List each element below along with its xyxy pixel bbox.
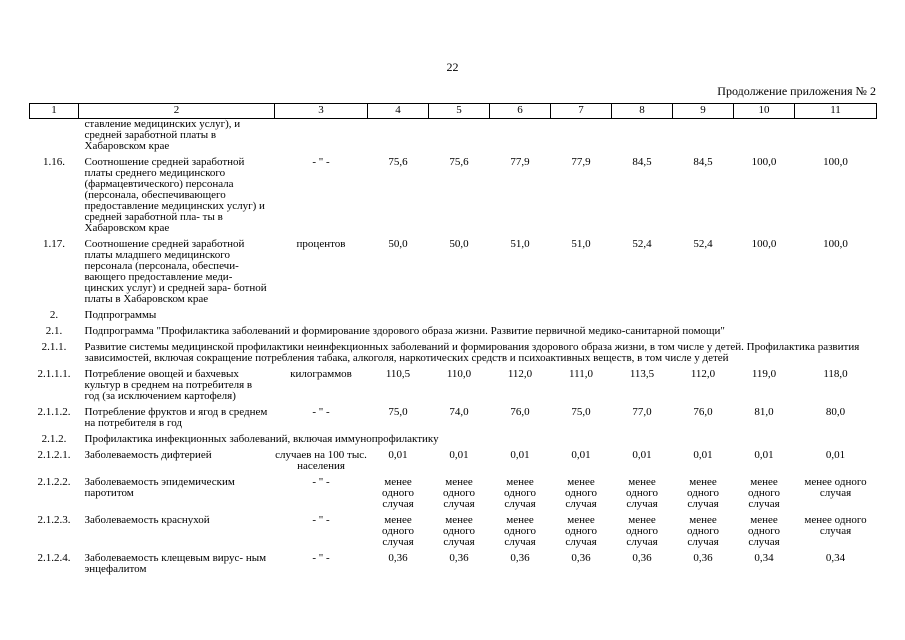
value-cell [490,119,551,158]
value-cell: 0,36 [632,552,652,564]
column-number-1: 1 [30,104,79,119]
row-number: 2.1.1.1. [37,368,71,380]
value-cell: 0,01 [632,449,652,461]
value-cell: 100,0 [823,156,848,168]
unit: процентов [296,238,346,250]
value-cell: 0,01 [825,449,846,461]
column-number-6: 6 [490,104,551,119]
value-cell: менее одного случая [748,514,780,548]
column-number-header [30,104,877,119]
value-cell: 0,34 [754,552,774,564]
indicator-name: ставление медицинских услуг), и средней заработной платы в Хабаровском крае [84,118,241,152]
value-cell: 77,9 [571,156,591,168]
row-number: 2.1.2. [41,433,67,445]
unit: - " - [312,406,330,418]
row-number: 2.1.2.4. [37,552,71,564]
value-cell: 100,0 [823,238,848,250]
value-cell: 0,01 [754,449,774,461]
indicator-name: Заболеваемость эпидемическим паротитом [84,476,235,499]
column-number-10: 10 [734,104,795,119]
column-number-8: 8 [612,104,673,119]
table-row [30,326,877,342]
value-cell: 52,4 [693,238,713,250]
indicator-name: Потребление фруктов и ягод в среднем на потребителя в год [84,406,268,429]
column-number-4: 4 [368,104,429,119]
indicator-name: Подпрограммы [84,309,157,321]
unit: - " - [312,476,330,488]
row-number [30,119,79,158]
value-cell: 75,6 [388,156,408,168]
value-cell: 0,34 [825,552,846,564]
value-cell: 0,36 [449,552,469,564]
value-cell: 74,0 [449,406,469,418]
value-cell: менее одного случая [504,514,536,548]
column-number-3: 3 [275,104,368,119]
row-number: 2. [49,309,59,321]
value-cell: 111,0 [569,368,593,380]
page-number: 22 [446,60,459,74]
value-cell: 75,0 [571,406,591,418]
table-row [30,450,877,477]
value-cell [795,310,877,326]
value-cell: 118,0 [823,368,848,380]
value-cell [734,310,795,326]
table-row [30,553,877,580]
column-number-5: 5 [429,104,490,119]
value-cell: 113,5 [629,368,655,380]
table-row [30,515,877,553]
table-row [30,434,877,450]
section-title: Развитие системы медицинской профилактики неинфекционных заболеваний и формирования здорового образа жизни, в том числе у детей. Профилактика развития зависимостей, включая сокращение потребления табака, алкоголя, наркотических средств и психоактивных веществ, в том числе у детей [84,341,860,364]
value-cell: 84,5 [632,156,652,168]
column-number-2: 2 [79,104,275,119]
unit [275,119,368,158]
unit: - " - [312,514,330,526]
table-row [30,310,877,326]
row-number: 2.1.1. [41,341,67,353]
table-row [30,157,877,239]
value-cell: 77,0 [632,406,652,418]
section-title: Подпрограмма "Профилактика заболеваний и формирование здорового образа жизни. Развитие первичной медико-санитарной помощи" [84,325,725,337]
unit: - " - [312,156,330,168]
value-cell: 75,0 [388,406,408,418]
value-cell: 76,0 [510,406,530,418]
section-title: Профилактика инфекционных заболеваний, включая иммунопрофилактику [84,433,439,445]
value-cell: 52,4 [632,238,652,250]
value-cell [429,119,490,158]
value-cell: 112,0 [690,368,716,380]
value-cell: 0,36 [388,552,408,564]
table-row [30,342,877,369]
indicator-name: Заболеваемость краснухой [84,514,210,526]
value-cell: 0,01 [449,449,469,461]
row-number: 2.1.2.2. [37,476,71,488]
unit: килограммов [290,368,352,380]
value-cell [551,119,612,158]
unit: случаев на 100 тыс. населения [275,449,367,472]
value-cell: менее одного случая [687,514,719,548]
table-row [30,239,877,310]
value-cell: менее одного случая [565,476,597,510]
value-cell: менее одного случая [687,476,719,510]
value-cell: 0,36 [510,552,530,564]
value-cell: менее одного случая [626,476,658,510]
value-cell: менее одного случая [804,476,867,499]
value-cell [612,119,673,158]
column-number-9: 9 [673,104,734,119]
column-number-7: 7 [551,104,612,119]
value-cell: менее одного случая [382,476,414,510]
value-cell [612,310,673,326]
value-cell: менее одного случая [443,476,475,510]
value-cell: 0,36 [571,552,591,564]
value-cell: 81,0 [754,406,774,418]
value-cell: 51,0 [571,238,591,250]
row-number: 1.16. [43,156,65,168]
continuation-caption: Продолжение приложения № 2 [717,84,876,98]
value-cell: 0,01 [693,449,713,461]
value-cell [673,119,734,158]
value-cell [368,119,429,158]
value-cell: менее одного случая [748,476,780,510]
value-cell: менее одного случая [626,514,658,548]
value-cell: 0,01 [388,449,408,461]
value-cell: 110,0 [446,368,472,380]
value-cell: менее одного случая [382,514,414,548]
value-cell: 100,0 [751,156,777,168]
column-number-11: 11 [795,104,877,119]
row-number: 2.1. [45,325,63,337]
value-cell: 50,0 [388,238,408,250]
value-cell: менее одного случая [804,514,867,537]
indicator-name: Соотношение средней заработной платы среднего медицинского (фармацевтического) персонала (персонала, обеспечивающего предоставление медицинских услуг) и средней заработной пла- ты в Хабаровском крае [84,156,265,234]
value-cell: менее одного случая [443,514,475,548]
value-cell: 0,01 [571,449,591,461]
row-number: 2.1.1.2. [37,406,71,418]
value-cell [673,310,734,326]
value-cell: 50,0 [449,238,469,250]
value-cell: 110,5 [385,368,411,380]
value-cell: 75,6 [449,156,469,168]
value-cell [429,310,490,326]
table-row [30,477,877,515]
table-row [30,369,877,407]
value-cell: 0,01 [510,449,530,461]
indicator-name: Потребление овощей и бахчевых культур в среднем на потребителя в год (за исключением картофеля) [84,368,253,402]
value-cell [795,119,877,158]
value-cell: 0,36 [693,552,713,564]
indicator-name: Соотношение средней заработной платы младшего медицинского персонала (персонала, обеспечи- вающего предоставление меди- цинских услуг) и средней зара- ботной платы в Хабаровском крае [84,238,267,305]
indicator-name: Заболеваемость клещевым вирус- ным энцефалитом [84,552,267,575]
unit [275,310,368,326]
value-cell [734,119,795,158]
value-cell [551,310,612,326]
indicators-table [29,103,877,580]
value-cell: 112,0 [507,368,533,380]
value-cell: 84,5 [693,156,713,168]
value-cell [490,310,551,326]
value-cell: 76,0 [693,406,713,418]
unit: - " - [312,552,330,564]
value-cell: 80,0 [825,406,846,418]
value-cell: 100,0 [751,238,777,250]
value-cell [368,310,429,326]
value-cell: 119,0 [751,368,777,380]
row-number: 2.1.2.3. [37,514,71,526]
value-cell: 51,0 [510,238,530,250]
value-cell: менее одного случая [565,514,597,548]
table-body [30,119,877,581]
table-row [30,119,877,158]
row-number: 2.1.2.1. [37,449,71,461]
value-cell: 77,9 [510,156,530,168]
indicator-name: Заболеваемость дифтерией [84,449,212,461]
table-row [30,407,877,434]
row-number: 1.17. [43,238,65,250]
value-cell: менее одного случая [504,476,536,510]
